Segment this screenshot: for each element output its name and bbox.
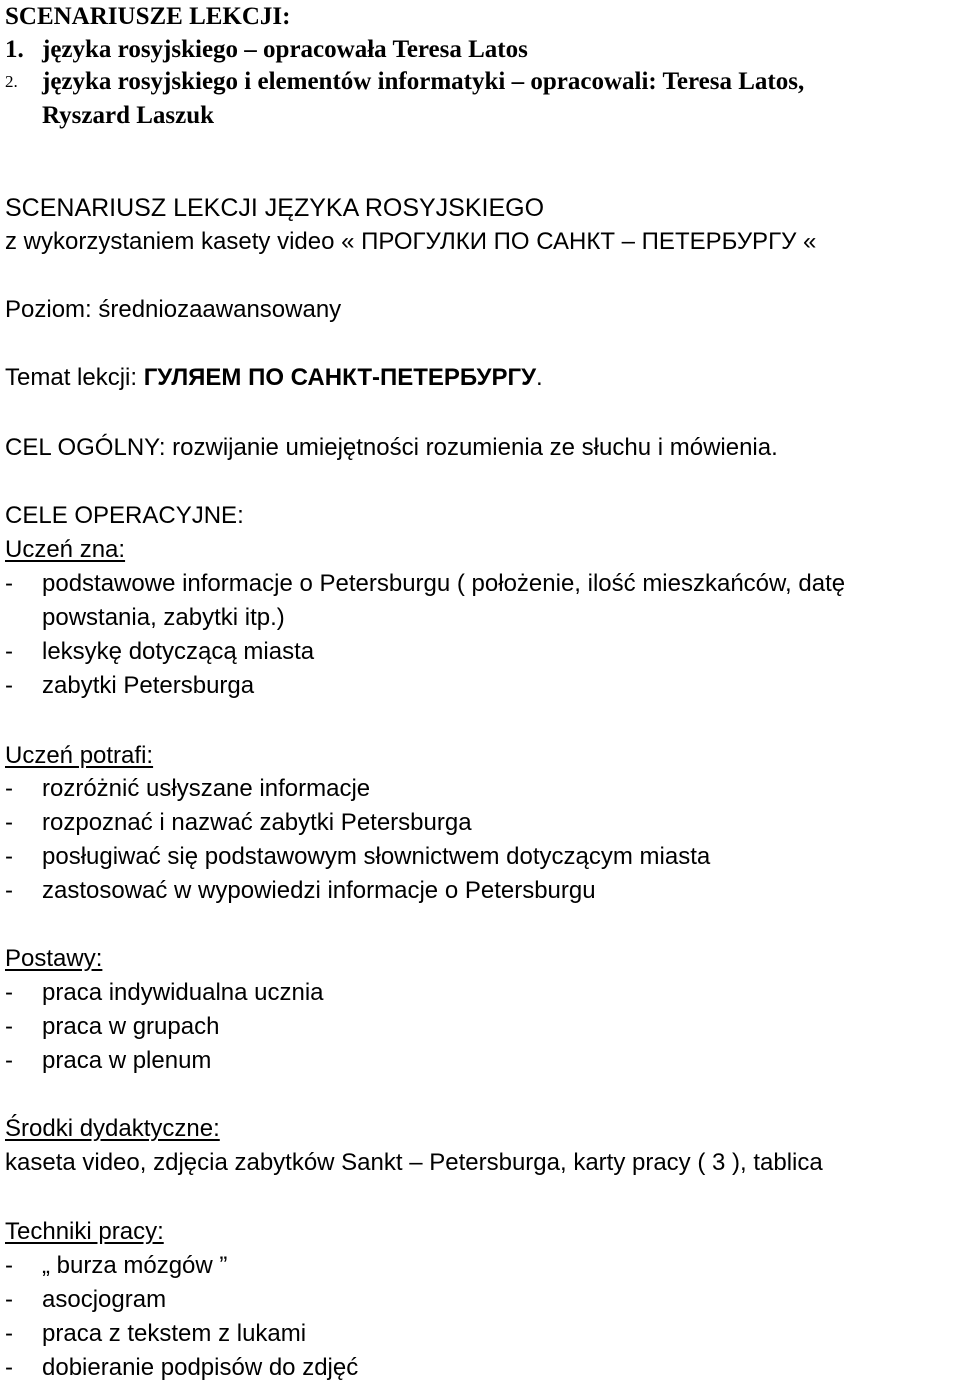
topic-end: . bbox=[536, 364, 543, 391]
resources-text: kaseta video, zdjęcia zabytków Sankt – Petersburga, karty pracy ( 3 ), tablica bbox=[5, 1149, 823, 1176]
can-dash-4: - bbox=[5, 877, 13, 904]
knows-item-3: zabytki Petersburga bbox=[42, 672, 255, 699]
knows-dash-2: - bbox=[5, 638, 13, 665]
header-item-2-number: 2. bbox=[5, 72, 18, 91]
techniques-dash-3: - bbox=[5, 1320, 13, 1347]
header-item-2-text-line1: języka rosyjskiego i elementów informatyki – opracowali: Teresa Latos, bbox=[42, 68, 805, 95]
techniques-item-4: dobieranie podpisów do zdjęć bbox=[42, 1354, 359, 1381]
techniques-dash-1: - bbox=[5, 1252, 13, 1279]
knows-dash-1: - bbox=[5, 570, 13, 597]
attitudes-dash-3: - bbox=[5, 1047, 13, 1074]
attitudes-item-1: praca indywidualna ucznia bbox=[42, 979, 324, 1006]
attitudes-dash-2: - bbox=[5, 1013, 13, 1040]
general-goal: CEL OGÓLNY: rozwijanie umiejętności rozumienia ze słuchu i mówienia. bbox=[5, 434, 778, 461]
can-item-1: rozróżnić usłyszane informacje bbox=[42, 775, 371, 802]
knows-heading: Uczeń zna: bbox=[5, 536, 126, 563]
attitudes-dash-1: - bbox=[5, 979, 13, 1006]
scenario-subtitle: z wykorzystaniem kasety video « ПРОГУЛКИ ПО САНКТ – ПЕТЕРБУРГУ « bbox=[5, 228, 817, 255]
techniques-item-1: „ burza mózgów ” bbox=[42, 1252, 228, 1279]
can-item-4: zastosować w wypowiedzi informacje o Petersburgu bbox=[42, 877, 596, 904]
techniques-dash-2: - bbox=[5, 1286, 13, 1313]
knows-dash-3: - bbox=[5, 672, 13, 699]
can-heading: Uczeń potrafi: bbox=[5, 742, 154, 769]
can-dash-2: - bbox=[5, 809, 13, 836]
knows-item-1-line1: podstawowe informacje o Petersburgu ( położenie, ilość mieszkańców, datę bbox=[42, 570, 846, 597]
header-title: SCENARIUSZE LEKCJI: bbox=[5, 3, 291, 30]
techniques-dash-4: - bbox=[5, 1354, 13, 1381]
topic-value: ГУЛЯЕМ ПО САНКТ-ПЕТЕРБУРГУ bbox=[143, 364, 537, 391]
techniques-item-2: asocjogram bbox=[42, 1286, 167, 1313]
header-item-2-text-line2: Ryszard Laszuk bbox=[42, 102, 215, 129]
resources-heading: Środki dydaktyczne: bbox=[5, 1115, 220, 1142]
techniques-heading: Techniki pracy: bbox=[5, 1218, 164, 1245]
topic-label: Temat lekcji: bbox=[5, 364, 144, 391]
can-dash-3: - bbox=[5, 843, 13, 870]
attitudes-heading: Postawy: bbox=[5, 945, 103, 972]
level: Poziom: średniozaawansowany bbox=[5, 296, 342, 323]
can-item-2: rozpoznać i nazwać zabytki Petersburga bbox=[42, 809, 472, 836]
attitudes-item-2: praca w grupach bbox=[42, 1013, 220, 1040]
can-item-3: posługiwać się podstawowym słownictwem dotyczącym miasta bbox=[42, 843, 711, 870]
can-dash-1: - bbox=[5, 775, 13, 802]
knows-item-2: leksykę dotyczącą miasta bbox=[42, 638, 315, 665]
knows-item-1-line2: powstania, zabytki itp.) bbox=[42, 604, 285, 631]
header-item-1-text: języka rosyjskiego – opracowała Teresa Latos bbox=[42, 36, 528, 63]
techniques-item-3: praca z tekstem z lukami bbox=[42, 1320, 307, 1347]
topic bbox=[5, 363, 543, 393]
header-item-1-number: 1. bbox=[5, 36, 24, 63]
attitudes-item-3: praca w plenum bbox=[42, 1047, 212, 1074]
operational-goals-title: CELE OPERACYJNE: bbox=[5, 502, 244, 529]
scenario-title: SCENARIUSZ LEKCJI JĘZYKA ROSYJSKIEGO bbox=[5, 194, 545, 222]
header-item-1 bbox=[5, 35, 24, 65]
